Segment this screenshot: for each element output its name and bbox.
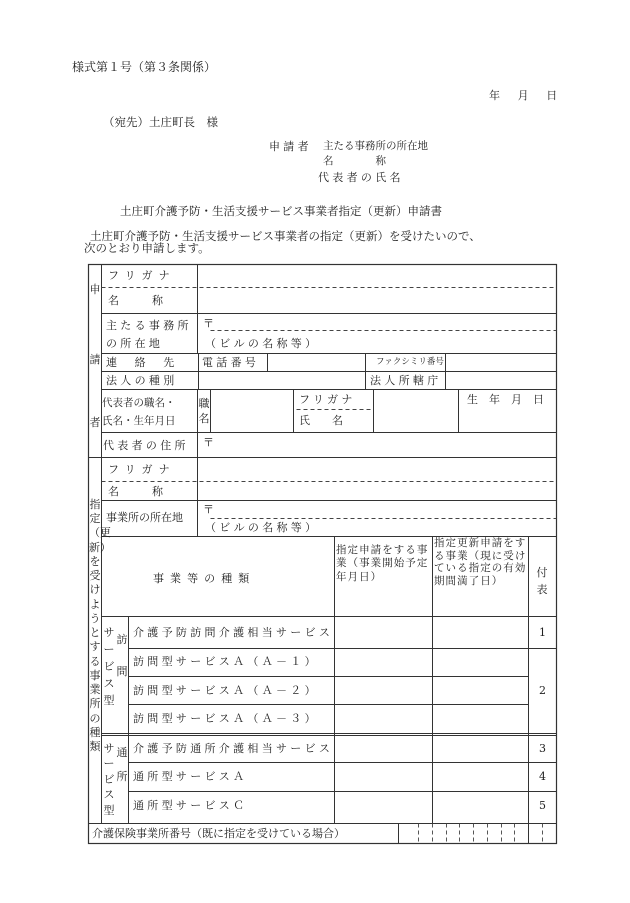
rep-address-label: 代表者の住所	[103, 439, 189, 452]
main-office-label-1: 主たる事務所	[106, 319, 192, 332]
applicant-address-label: 主たる事務所の所在地	[323, 140, 428, 152]
building-label: （ビルの名称等）	[205, 337, 320, 350]
corp-type-label: 法人の種別	[106, 374, 178, 387]
rep-postal-mark: 〒	[203, 436, 214, 449]
service-name: 介護予防通所介護相当サービス	[133, 742, 334, 755]
phone-label: 電話番号	[202, 356, 260, 369]
postal-mark: 〒	[203, 317, 214, 330]
rep-title-label-2: 氏名・生年月日	[102, 415, 176, 427]
birth-date-label: 生 年 月 日	[467, 393, 544, 406]
business-building-label: （ビルの名称等）	[205, 521, 320, 534]
col-renew-header: 指定更新申請をする事業（現に受けている指定の有効期間満了日）	[434, 537, 527, 587]
rep-title-label-1: 代表者の職名・	[102, 397, 176, 409]
corp-office-label: 法人所轄庁	[370, 374, 442, 387]
service-name: 介護予防訪問介護相当サービス	[133, 626, 334, 639]
attach-number: 1	[539, 626, 546, 639]
business-furigana-label: フリガナ	[108, 463, 176, 476]
intro-line-2: 次のとおり申請します。	[84, 241, 210, 255]
main-office-label-2: の所在地	[106, 337, 164, 350]
service-name: 訪問型サービスＡ（Ａ－１）	[133, 655, 319, 668]
section-business: 指定（更新）を受けようとする事業所の種類	[89, 498, 111, 753]
service-name: 訪問型サービスＡ（Ａ－２）	[133, 684, 319, 697]
group-visit-label: サービス型	[103, 626, 115, 708]
group-day-label: サービス型	[103, 742, 115, 817]
col-type-header: 事業等の種類	[153, 572, 256, 585]
attach-number: 2	[539, 684, 546, 697]
fax-label: ファクシミリ番号	[376, 357, 444, 367]
group-day-sub: 通所	[116, 746, 128, 784]
service-name: 通所型サービスＡ	[133, 770, 248, 783]
section-applicant-char-3: 者	[89, 416, 101, 429]
section-applicant-char-1: 申	[89, 283, 101, 296]
attach-number: 3	[539, 742, 546, 755]
business-postal-mark: 〒	[203, 503, 214, 516]
attach-number: 5	[539, 799, 546, 812]
business-name-label: 名 称	[108, 485, 163, 498]
insurance-number-label: 介護保険事業所番号（既に指定を受けている場合）	[92, 827, 345, 840]
service-name: 通所型サービスＣ	[133, 799, 248, 812]
applicant-label: 申請者	[269, 140, 312, 153]
furigana-label: フリガナ	[108, 269, 176, 282]
rep-furigana-label: フリガナ	[299, 393, 356, 406]
addressee: （宛先）土庄町長 様	[103, 115, 218, 129]
rep-name-label: 氏 名	[299, 414, 343, 427]
applicant-name-label: 名 称	[323, 155, 386, 167]
section-applicant-char-2: 請	[89, 353, 101, 366]
applicant-rep-label: 代表者の氏名	[318, 171, 404, 184]
date-line: 年 月 日	[489, 89, 561, 102]
title-short-label: 職名	[198, 397, 210, 425]
col-attach-header: 付表	[536, 566, 548, 596]
office-address-label: 事業所の所在地	[106, 511, 183, 524]
service-name: 訪問型サービスＡ（Ａ－３）	[133, 712, 319, 725]
name-label: 名 称	[108, 294, 163, 307]
page-title: 土庄町介護予防・生活支援サービス事業者指定（更新）申請書	[120, 204, 442, 218]
attach-number: 4	[539, 770, 546, 783]
group-visit-sub: 訪問	[116, 633, 128, 679]
contact-label: 連 絡 先	[106, 356, 178, 369]
intro-line-1: 土庄町介護予防・生活支援サービス事業者の指定（更新）を受けたいので、	[90, 229, 481, 243]
form-number: 様式第１号（第３条関係）	[72, 60, 217, 74]
col-apply-header: 指定申請をする事業（事業開始予定年月日）	[336, 544, 429, 583]
